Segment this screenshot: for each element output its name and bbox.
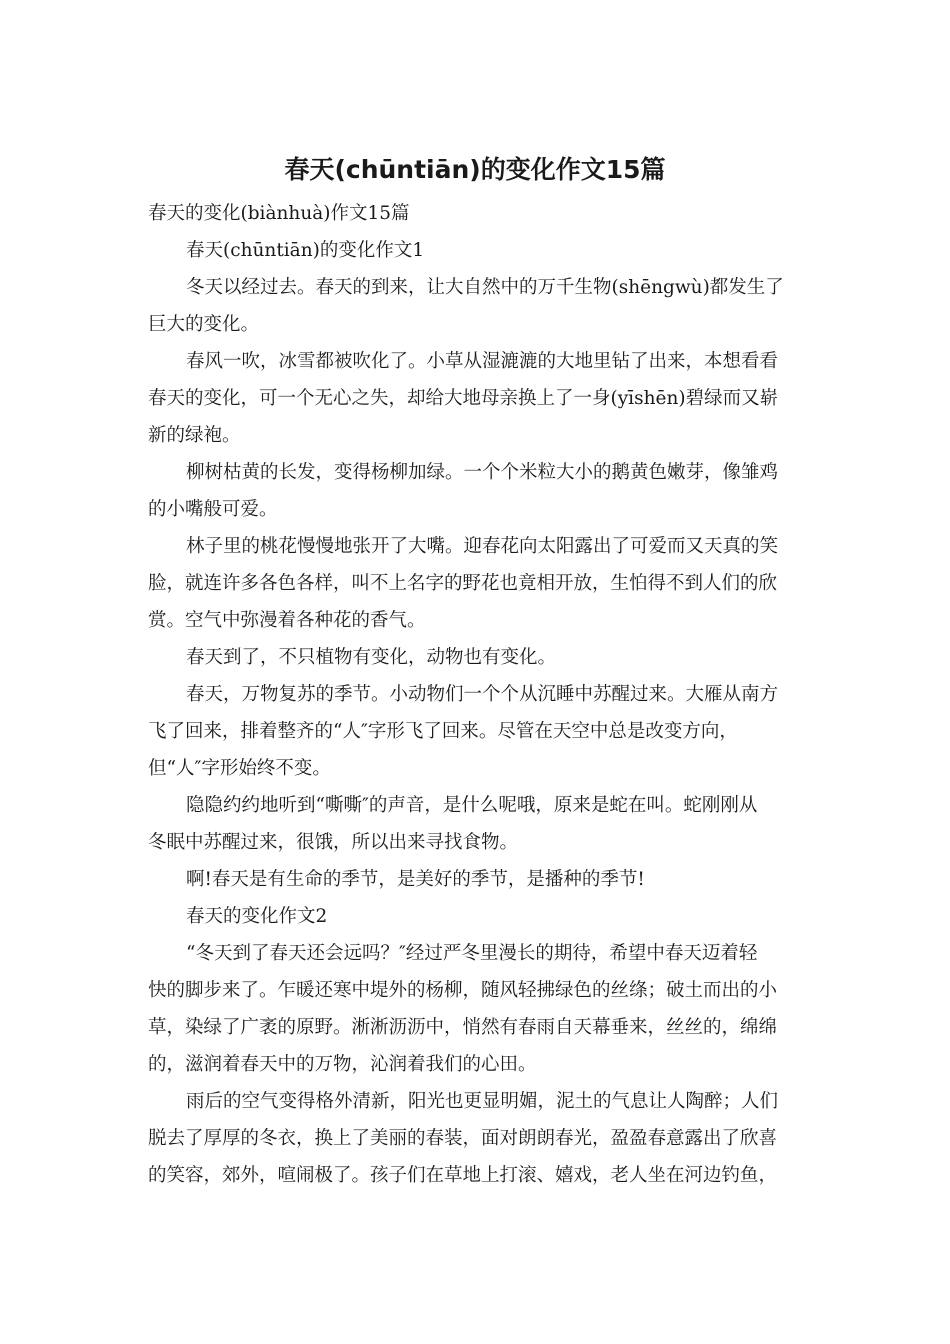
text-line: 快的脚步来了。乍暖还寒中堤外的杨柳，随风轻拂绿色的丝绦；破土而出的小 [148,980,778,1001]
text-line: 雨后的空气变得格外清新，阳光也更显明媚，泥土的气息让人陶醉；人们 [186,1091,779,1112]
text-line: 但“人″字形始终不变。 [148,758,331,779]
text-line: 脱去了厚厚的冬衣，换上了美丽的春装，面对朗朗春光，盈盈春意露出了欣喜 [148,1128,778,1149]
text-line: 林子里的桃花慢慢地张开了大嘴。迎春花向太阳露出了可爱而又天真的笑 [186,536,779,557]
text-line: “冬天到了春天还会远吗？″经过严冬里漫长的期待，希望中春天迈着轻 [186,943,758,964]
text-line: 春天到了，不只植物有变化，动物也有变化。 [186,647,557,668]
document-title: 春天(chūntiān)的变化作文15篇 [284,155,666,184]
text-line: 的小嘴般可爱。 [148,499,278,520]
text-line: 柳树枯黄的长发，变得杨柳加绿。一个个米粒大小的鹅黄色嫩芽，像雏鸡 [186,462,779,483]
text-line: 赏。空气中弥漫着各种花的香气。 [148,610,426,631]
text-line: 春风一吹，冰雪都被吹化了。小草从湿漉漉的大地里钻了出来，本想看看 [186,351,779,372]
text-line: 春天的变化(biànhuà)作文15篇 [148,203,410,224]
text-line: 啊!春天是有生命的季节，是美好的季节，是播种的季节! [186,869,645,890]
text-line: 隐隐约约地听到“嘶嘶″的声音，是什么呢哦，原来是蛇在叫。蛇刚刚从 [186,795,758,816]
document-body [148,195,802,1194]
text-line: 春天的变化，可一个无心之失，却给大地母亲换上了一身(yīshēn)碧绿而又崭 [148,388,779,409]
text-line: 新的绿袍。 [148,425,241,446]
text-line: 的，滋润着春天中的万物，沁润着我们的心田。 [148,1054,537,1075]
text-line: 春天，万物复苏的季节。小动物们一个个从沉睡中苏醒过来。大雁从南方 [186,684,779,705]
text-line: 巨大的变化。 [148,314,260,335]
text-line: 春天(chūntiān)的变化作文1 [186,240,425,261]
text-line: 春天的变化作文2 [186,906,328,927]
text-line: 冬眠中苏醒过来，很饿，所以出来寻找食物。 [148,832,519,853]
text-line: 草，染绿了广袤的原野。淅淅沥沥中，悄然有春雨自天幕垂来，丝丝的，绵绵 [148,1017,778,1038]
text-line: 冬天以经过去。春天的到来，让大自然中的万千生物(shēngwù)都发生了 [186,277,784,298]
text-line: 脸，就连许多各色各样，叫不上名字的野花也竟相开放，生怕得不到人们的欣 [148,573,778,594]
text-line: 飞了回来，排着整齐的“人″字形飞了回来。尽管在天空中总是改变方向， [148,721,738,742]
text-line: 的笑容，郊外，喧闹极了。孩子们在草地上打滚、嬉戏，老人坐在河边钓鱼， [148,1165,778,1186]
